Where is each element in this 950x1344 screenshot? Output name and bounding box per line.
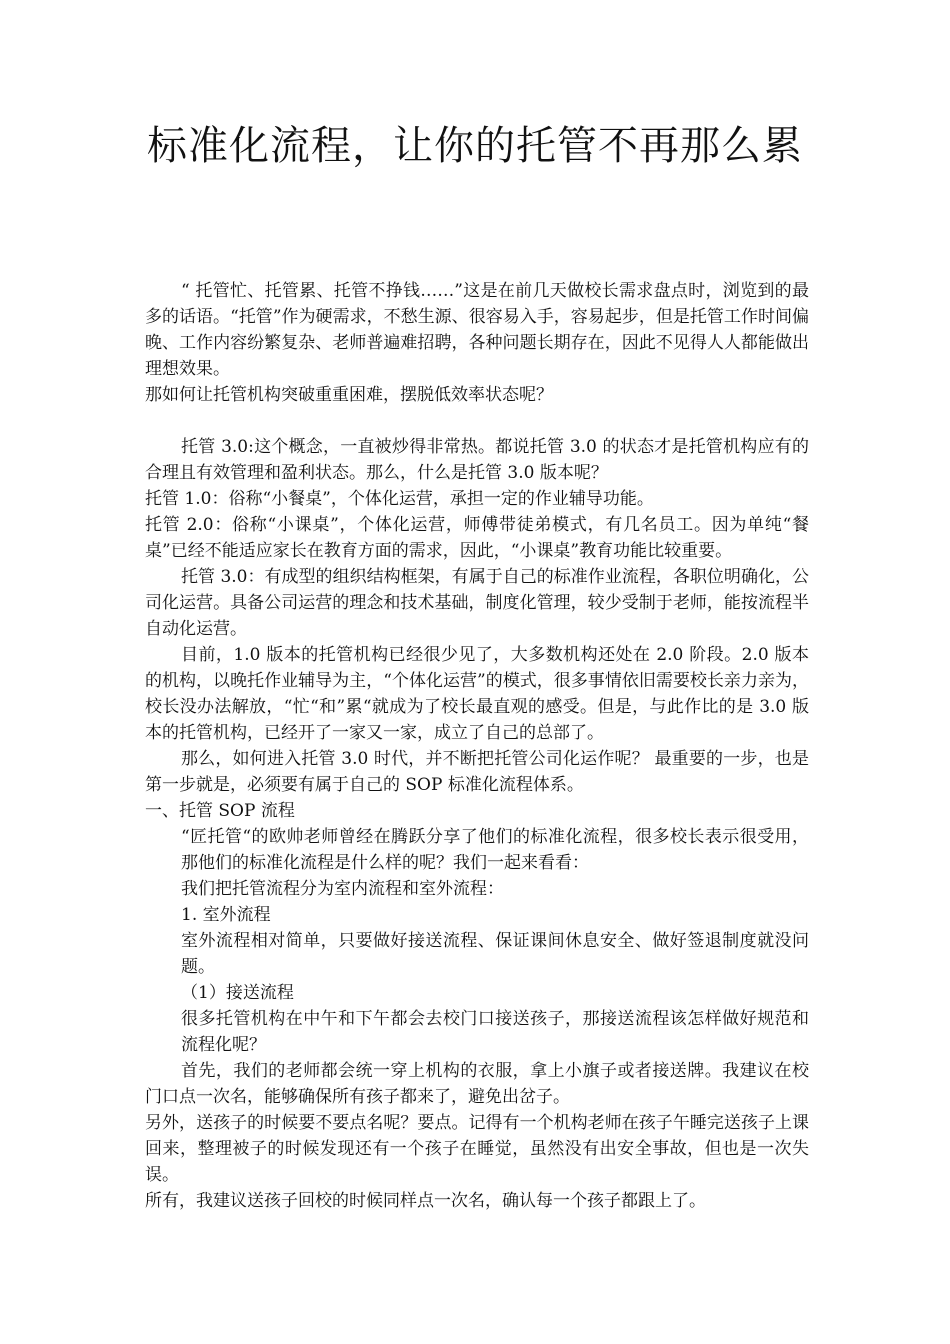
document-body bbox=[145, 278, 809, 1214]
paragraph-concept: 托管 3.0:这个概念，一直被炒得非常热。都说托管 3.0 的状态才是托管机构应有的合理且有效管理和盈利状态。那么，什么是托管 3.0 版本呢？ bbox=[145, 437, 809, 483]
paragraph-pickup-question: 很多托管机构在中午和下午都会去校门口接送孩子，那接送流程该怎样做好规范和流程化呢？ bbox=[181, 1009, 809, 1055]
paragraph-current-state: 目前，1.0 版本的托管机构已经很少见了，大多数机构还处在 2.0 阶段。2.0 版本的机构，以晚托作业辅导为主，“个体化运营”的模式，很多事情依旧需要校长亲力亲为，校长没办法解放，“忙“和”累“就成为了校长最直观的感受。但是，与此作比的是 3.0 版本的托管机构，已经开了一家又一家，成立了自己的总部了。 bbox=[145, 645, 809, 743]
paragraph-second-roll-call: 另外，送孩子的时候要不要点名呢？要点。记得有一个机构老师在孩子午睡完送孩子上课回来，整理被子的时候发现还有一个孩子在睡觉，虽然没有出安全事故，但也是一次失误。 bbox=[145, 1113, 809, 1185]
paragraph-first-roll-call: 首先，我们的老师都会统一穿上机构的衣服，拿上小旗子或者接送牌。我建议在校门口点一次名，能够确保所有孩子都来了，避免出岔子。 bbox=[145, 1061, 809, 1107]
paragraph-version-3: 托管 3.0：有成型的组织结构框架，有属于自己的标准作业流程，各职位明确化，公司化运营。具备公司运营的理念和技术基础，制度化管理，较少受制于老师，能按流程半自动化运营。 bbox=[145, 567, 809, 639]
subheading-pickup-flow: （1）接送流程 bbox=[181, 983, 294, 1003]
document-title: 标准化流程，让你的托管不再那么累 bbox=[147, 123, 803, 169]
paragraph-question: 那如何让托管机构突破重重困难，摆脱低效率状态呢？ bbox=[145, 385, 553, 405]
paragraph-intro: “ 托管忙、托管累、托管不挣钱……”这是在前几天做校长需求盘点时，浏览到的最多的话语。“托管”作为硬需求，不愁生源、很容易入手，容易起步，但是托管工作时间偏晚、工作内容纷繁复杂、老师普遍难招聘，各种问题长期存在，因此不见得人人都能做出理想效果。 bbox=[145, 281, 809, 379]
paragraph-first-step: 那么，如何进入托管 3.0 时代，并不断把托管公司化运作呢？ 最重要的一步，也是第一步就是，必须要有属于自己的 SOP 标准化流程体系。 bbox=[145, 749, 809, 795]
paragraph-flow-types: 我们把托管流程分为室内流程和室外流程： bbox=[181, 879, 504, 899]
subheading-outdoor-flow: 1. 室外流程 bbox=[181, 905, 271, 925]
paragraph-version-2: 托管 2.0：俗称“小课桌”，个体化运营，师傅带徒弟模式，有几名员工。因为单纯“餐桌”已经不能适应家长在教育方面的需求，因此，“小课桌”教育功能比较重要。 bbox=[145, 515, 809, 561]
paragraph-outdoor-summary: 室外流程相对简单，只要做好接送流程、保证课间休息安全、做好签退制度就没问题。 bbox=[181, 931, 809, 977]
paragraph-version-1: 托管 1.0：俗称“小餐桌”，个体化运营，承担一定的作业辅导功能。 bbox=[145, 489, 654, 509]
paragraph-sharing: “匠托管“的欧帅老师曾经在腾跃分享了他们的标准化流程，很多校长表示很受用，那他们的标准化流程是什么样的呢？我们一起来看看： bbox=[181, 827, 809, 873]
section-heading-sop: 一、托管 SOP 流程 bbox=[145, 801, 295, 821]
paragraph-conclusion: 所有，我建议送孩子回校的时候同样点一次名，确认每一个孩子都跟上了。 bbox=[145, 1191, 706, 1211]
